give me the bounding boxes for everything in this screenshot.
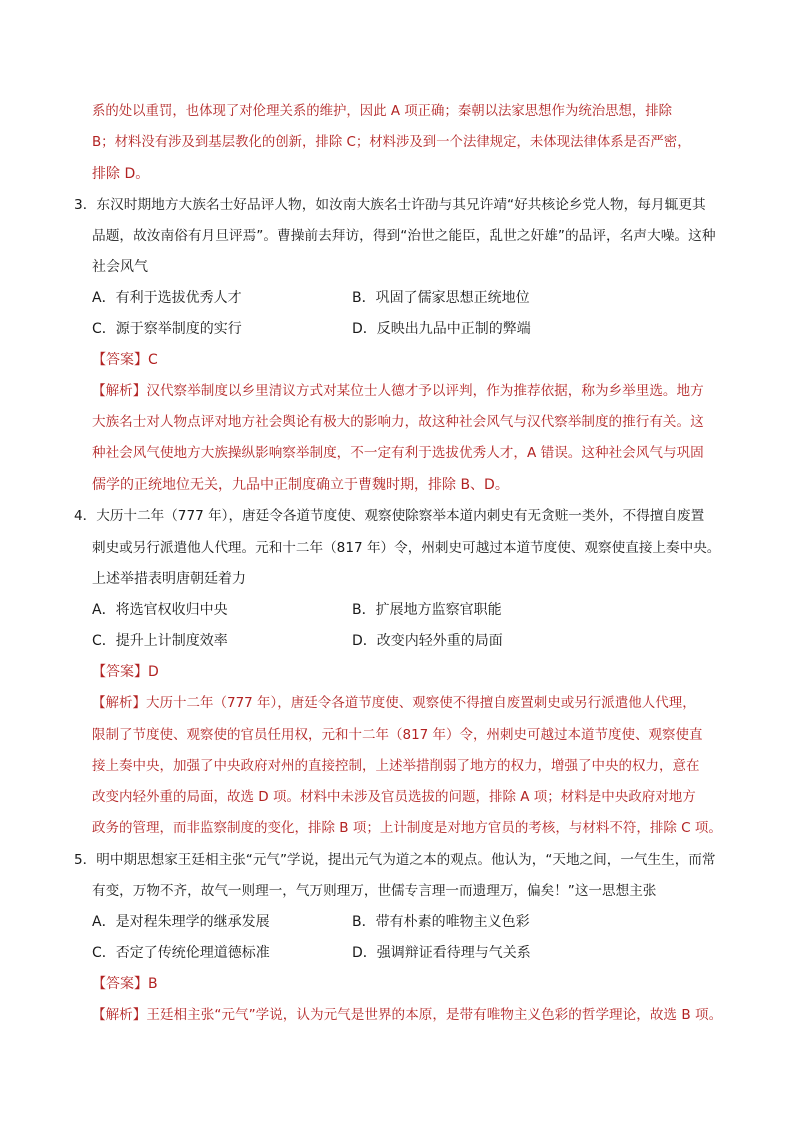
- q3-analysis-line-4: 儒学的正统地位无关，九品中正制度确立于曹魏时期，排除 B、D。: [92, 477, 509, 493]
- analysis-tag: 【解析】: [92, 383, 147, 399]
- q3-stem-line-3: 社会风气: [92, 259, 148, 275]
- answer-value: D: [148, 664, 159, 680]
- q2-analysis-line-1: 系的处以重罚，也体现了对伦理关系的维护，因此 A 项正确；秦朝以法家思想作为统治思想，排除: [92, 104, 673, 119]
- answer-tag: 【答案】: [92, 664, 148, 680]
- q4-option-c: C．提升上计制度效率: [92, 633, 228, 649]
- answer-value: B: [148, 976, 158, 992]
- q3-analysis-line-2: 大族名士对人物点评对地方社会舆论有极大的影响力，故这种社会风气与汉代察举制度的推行有关。这: [92, 414, 704, 430]
- q4-analysis-line-1: [92, 694, 696, 712]
- q2-analysis-line-3: 排除 D。: [92, 166, 150, 182]
- analysis-tag: 【解析】: [92, 695, 146, 711]
- analysis-text: 汉代察举制度以乡里清议方式对某位士人德才予以评判，作为推荐依据，称为乡举里选。地方: [146, 383, 704, 399]
- q5-answer: [92, 975, 158, 993]
- q4-stem-line-1: 4．大历十二年（777 年），唐廷令各道节度使、观察使除察举本道内刺史有无贪赃一类外，不得擅自废置: [74, 508, 705, 524]
- q3-stem-line-1: 3．东汉时期地方大族名士好品评人物，如汝南大族名士许劭与其兄许靖“好共核论乡党人物，每月辄更其: [74, 197, 706, 213]
- q5-stem-line-1: 5．明中期思想家王廷相主张“元气”学说，提出元气为道之本的观点。他认为，“天地之间，一气生生，而常: [74, 852, 716, 868]
- q4-stem-line-3: 上述举措表明唐朝廷着力: [92, 571, 246, 587]
- q5-option-d: D．强调辩证看待理与气关系: [352, 945, 531, 961]
- q4-analysis-line-2: 限制了节度使、观察使的官员任用权，元和十二年（817 年）令，州刺史可越过本道节度使、观察使直: [92, 727, 703, 743]
- analysis-text: 王廷相主张“元气”学说，认为元气是世界的本原，是带有唯物主义色彩的哲学理论，故选 B 项。: [146, 1007, 723, 1023]
- q4-analysis-line-4: 改变内轻外重的局面，故选 D 项。材料中未涉及官员选拔的问题，排除 A 项；材料是中央政府对地方: [92, 789, 696, 805]
- q5-stem-line-2: 有变，万物不齐，故气一则理一，气万则理万，世儒专言理一而遗理万，偏矣！”这一思想主张: [92, 883, 657, 899]
- answer-tag: 【答案】: [92, 976, 148, 992]
- q4-option-b: B．扩展地方监察官职能: [352, 602, 502, 618]
- q3-option-a: A．有利于选拔优秀人才: [92, 290, 242, 306]
- q5-analysis-line-1: [92, 1006, 722, 1024]
- q3-analysis-line-1: [92, 382, 704, 400]
- analysis-tag: 【解析】: [92, 1007, 147, 1023]
- q3-option-b: B．巩固了儒家思想正统地位: [352, 290, 530, 306]
- answer-tag: 【答案】: [92, 352, 148, 368]
- q3-option-c: C．源于察举制度的实行: [92, 321, 242, 337]
- q4-analysis-line-3: 接上奏中央，加强了中央政府对州的直接控制，上述举措削弱了地方的权力，增强了中央的权力，意在: [92, 758, 700, 774]
- q4-option-a: A．将选官权收归中央: [92, 602, 228, 618]
- q3-option-d: D．反映出九品中正制的弊端: [352, 321, 531, 337]
- answer-value: C: [148, 352, 158, 368]
- q3-analysis-line-3: 种社会风气使地方大族操纵影响察举制度，不一定有利于选拔优秀人才，A 错误。这种社会风气与巩固: [92, 445, 704, 461]
- q3-answer: [92, 351, 158, 369]
- analysis-text: 大历十二年（777 年），唐廷令各道节度使、观察使不得擅自废置刺史或另行派遣他人代理，: [146, 695, 696, 711]
- q3-stem-line-2: 品题，故汝南俗有月旦评焉”。曹操前去拜访，得到“治世之能臣，乱世之奸雄”的品评，名声大噪。这种: [92, 228, 716, 244]
- q5-option-c: C．否定了传统伦理道德标准: [92, 945, 270, 961]
- q4-stem-line-2: 刺史或另行派遣他人代理。元和十二年（817 年）令，州刺史可越过本道节度使、观察使直接上奏中央。: [92, 540, 721, 556]
- q4-answer: [92, 663, 159, 681]
- q5-option-a: A．是对程朱理学的继承发展: [92, 914, 270, 930]
- q2-analysis-line-2: B；材料没有涉及到基层教化的创新，排除 C；材料涉及到一个法律规定，未体现法律体系是否严密，: [92, 135, 691, 150]
- q4-option-d: D．改变内轻外重的局面: [352, 633, 503, 649]
- q5-option-b: B．带有朴素的唯物主义色彩: [352, 914, 530, 930]
- q4-analysis-line-5: 政务的管理，而非监察制度的变化，排除 B 项；上计制度是对地方官员的考核，与材料不符，排除 C 项。: [92, 820, 722, 836]
